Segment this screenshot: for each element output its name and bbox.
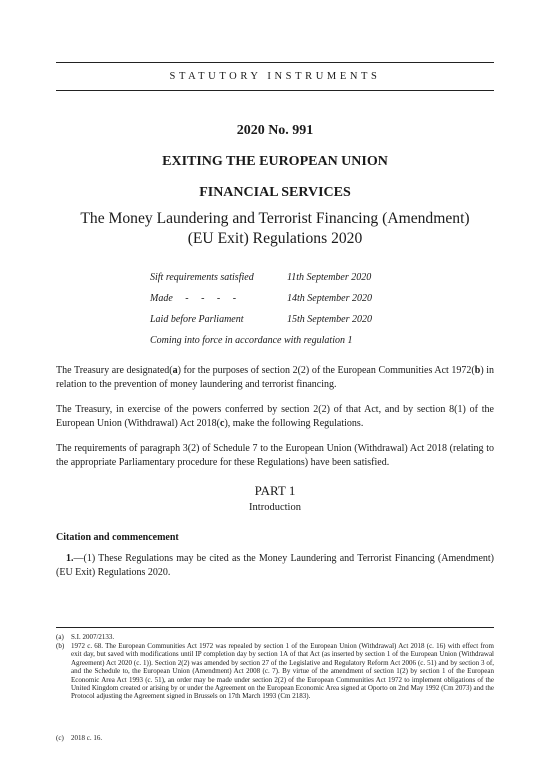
date-label: Made - - - - (150, 293, 237, 304)
preamble-paragraph-2 (56, 403, 494, 431)
preamble-paragraph-3: The requirements of paragraph 3(2) of Schedule 7 to the European Union (Withdrawal) Act 2018 (relating to the appropriate Parliamentary procedure for these Regulations) have been satisfied. (56, 443, 494, 468)
regulation-1-text (56, 552, 494, 580)
preamble-text: ) for the purposes of section 2(2) of the European Communities Act 1972( (177, 365, 475, 376)
preamble-text: ) in relation to the prevention of money laundering and terrorist financing. (56, 365, 495, 390)
date-value: 11th September 2020 (287, 272, 372, 283)
footnote-label: (c) (56, 734, 64, 742)
footnote-ref-b[interactable]: b (474, 365, 481, 376)
date-value: 14th September 2020 (287, 293, 372, 304)
series-heading: STATUTORY INSTRUMENTS (169, 71, 381, 82)
footnote-rule (56, 627, 494, 628)
footnote-ref-c[interactable]: c (220, 418, 225, 429)
section-heading: Citation and commencement (56, 532, 179, 543)
footnote-a (56, 633, 494, 641)
footnote-label: (a) (56, 633, 64, 641)
title-line-2: (EU Exit) Regulations 2020 (187, 230, 363, 247)
part-name: Introduction (249, 502, 301, 513)
footnote-text: 1972 c. 68. The European Communities Act 1972 was repealed by section 1 of the European Union (Withdrawal) Act 2018 (c. 16) with effect from exit day, but saved with modifications until IP completion day by section 1A of that Act (as inserted by section 1 of the European Union (Withdrawal Agreement) Act 2020 (c. 1)). Section 2(2) was amended by section 27 of the Legislative and Regulatory Reform Act 2006 (c. 51) and by section 3 of, and the Schedule to, the European Union (Amendment) Act 2008 (c. 7). By virtue of the amendment of section 1(2) by section 1 of the European Economic Area Act 1993 (c. 51), an order may be made under section 2(2) of the European Communities Act 1972 to implement obligations of the United Kingdom created or arising by or under the Agreement on the European Economic Area signed at Oporto on 2nd May 1992 (Cm 2073) and the Protocol adjusting the Agreement signed in Brussels on 17th March 1993 (Cm 2183). (71, 642, 494, 701)
preamble-text: The Treasury, in exercise of the powers conferred by section 2(2) of that Act, and by section 8(1) of the European Union (Withdrawal) Act 2018( (56, 404, 494, 429)
footnote-b (56, 642, 494, 701)
footnote-label: (b) (56, 642, 65, 650)
subject-heading-1: EXITING THE EUROPEAN UNION (162, 154, 388, 169)
instrument-number: 2020 No. 991 (236, 123, 314, 138)
date-label: Sift requirements satisfied (150, 272, 254, 283)
top-rule (56, 62, 494, 63)
series-rule (56, 90, 494, 91)
preamble-text: The Treasury are designated( (56, 365, 173, 376)
footnote-text: 2018 c. 16. (71, 734, 103, 742)
subject-heading-2: FINANCIAL SERVICES (199, 185, 351, 200)
footnote-c (56, 734, 494, 742)
regulation-text: —(1) These Regulations may be cited as the Money Laundering and Terrorist Financing (Amendment) (EU Exit) Regulations 2020. (56, 553, 494, 578)
part-heading: PART 1 (254, 483, 296, 498)
regulations-title (56, 209, 494, 249)
title-line-1: The Money Laundering and Terrorist Financing (Amendment) (80, 210, 470, 227)
footnote-ref-a[interactable]: a (172, 365, 178, 376)
date-label: Coming into force in accordance with regulation 1 (150, 335, 353, 346)
preamble-paragraph-1 (56, 364, 494, 392)
date-label: Laid before Parliament (150, 314, 244, 325)
footnote-text: S.I. 2007/2133. (71, 633, 115, 641)
regulation-number: 1. (66, 553, 74, 564)
preamble-text: ), make the following Regulations. (224, 418, 364, 429)
date-value: 15th September 2020 (287, 314, 372, 325)
